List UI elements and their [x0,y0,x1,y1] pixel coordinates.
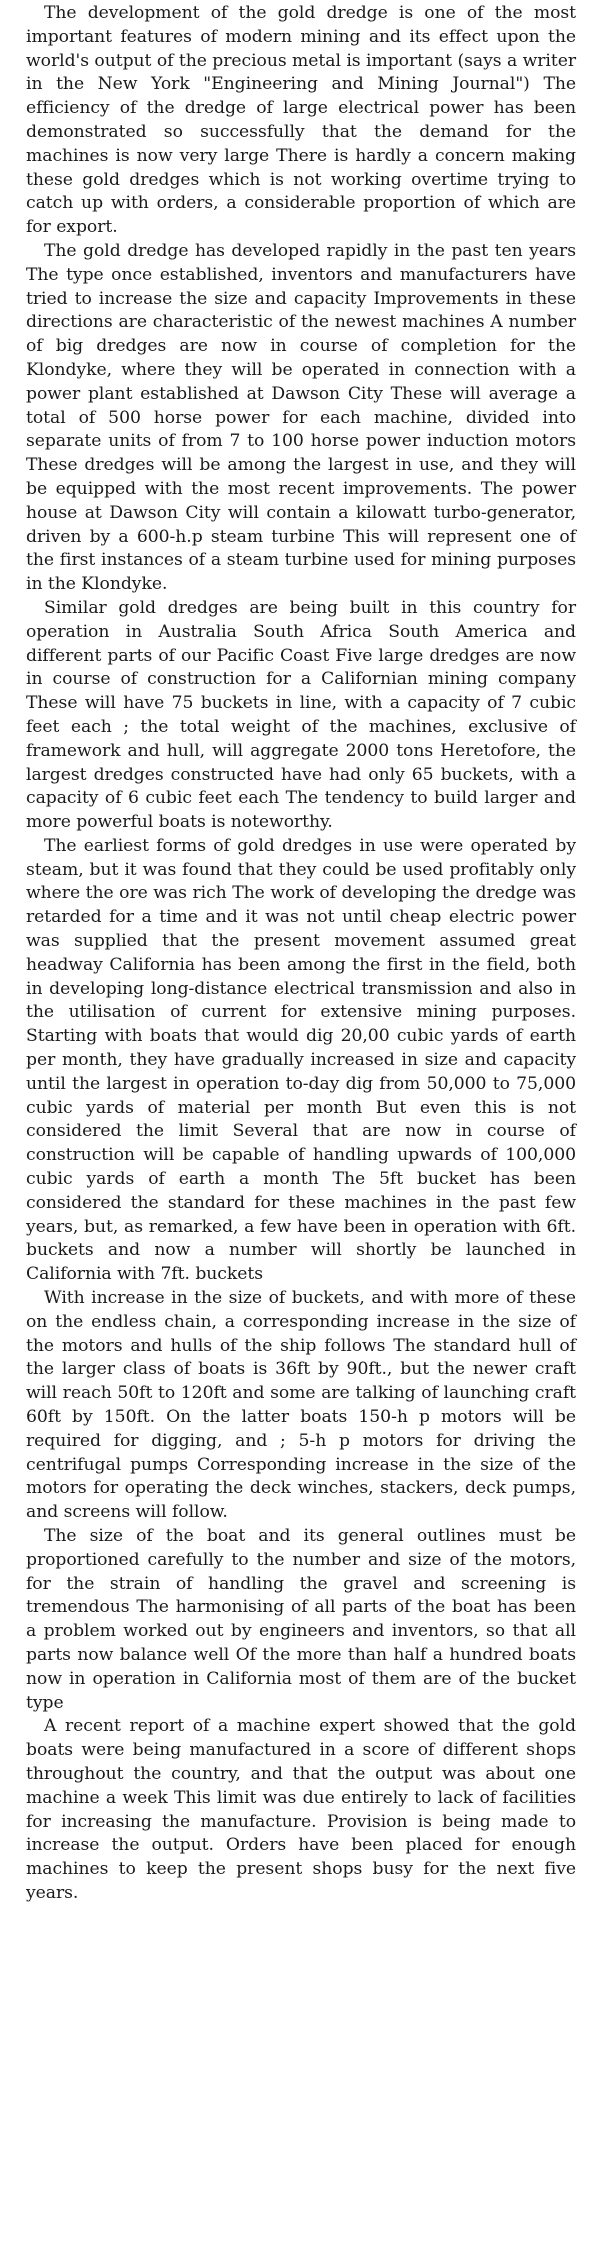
paragraph-4: The earliest forms of gold dredges in use were operated by steam, but it was found that they could be used profitably only where the ore was rich The work of developing the dredge was retarded for a time and it was not until cheap electric power was supplied that the present movement assumed great headway California has been among the first in the field, both in developing long-distance electrical transmission and also in the utilisation of current for extensive mining purposes. Starting with boats that would dig 20,00 cubic yards of earth per month, they have gradually increased in size and capacity until the largest in operation to-day dig from 50,000 to 75,000 cubic yards of material per month But even this is not considered the limit Several that are now in course of construction will be capable of handling upwards of 100,000 cubic yards of earth a month The 5ft bucket has been considered the standard for these machines in the past few years, but, as remarked, a few have been in operation with 6ft. buckets and now a number will shortly be launched in California with 7ft. buckets [26,835,576,1285]
paragraph-7: A recent report of a machine expert showed that the gold boats were being manufactured in a score of different shops throughout the country, and that the output was about one machine a week This limit was due entirely to lack of facilities for increasing the manufacture. Provision is being made to increase the output. Orders have been placed for enough machines to keep the present shops busy for the next five years. [26,1716,576,1903]
article-gold-dredge [26,2,576,1906]
paragraph-1: The development of the gold dredge is one of the most important features of modern mining and its effect upon the world's output of the precious metal is important (says a writer in the New York "Engineering and Mining Journal") The efficiency of the dredge of large electrical power has been demonstrated so successfully that the demand for the machines is now very large There is hardly a concern making these gold dredges which is not working overtime trying to catch up with orders, a considerable proportion of which are for export. [26,3,576,238]
paragraph-5: With increase in the size of buckets, and with more of these on the endless chain, a corresponding increase in the size of the motors and hulls of the ship follows The standard hull of the larger class of boats is 36ft by 90ft., but the newer craft will reach 50ft to 120ft and some are talking of launching craft 60ft by 150ft. On the latter boats 150-h p motors will be required for digging, and ; 5-h p motors for driving the centrifugal pumps Corresponding increase in the size of the motors for operating the deck winches, stackers, deck pumps, and screens will follow. [26,1288,576,1523]
paragraph-2: The gold dredge has developed rapidly in the past ten years The type once established, inventors and manufacturers have tried to increase the size and capacity Improvements in these directions are characteristic of the newest machines A number of big dredges are now in course of completion for the Klondyke, where they will be operated in connection with a power plant established at Dawson City These will average a total of 500 horse power for each machine, divided into separate units of from 7 to 100 horse power induction motors These dredges will be among the largest in use, and they will be equipped with the most recent improvements. The power house at Dawson City will contain a kilowatt turbo-generator, driven by a 600-h.p steam turbine This will represent one of the first instances of a steam turbine used for mining purposes in the Klondyke. [26,240,576,595]
paragraph-6: The size of the boat and its general outlines must be proportioned carefully to the number and size of the motors, for the strain of handling the gravel and screening is tremendous The harmonising of all parts of the boat has been a problem worked out by engineers and inventors, so that all parts now balance well Of the more than half a hundred boats now in operation in California most of them are of the bucket type [26,1526,576,1713]
paragraph-3: Similar gold dredges are being built in this country for operation in Australia South Africa South America and different parts of our Pacific Coast Five large dredges are now in course of construction for a Californian mining company These will have 75 buckets in line, with a capacity of 7 cubic feet each ; the total weight of the machines, exclusive of framework and hull, will aggregate 2000 tons Heretofore, the largest dredges constructed have had only 65 buckets, with a capacity of 6 cubic feet each The tendency to build larger and more powerful boats is noteworthy. [26,597,576,833]
